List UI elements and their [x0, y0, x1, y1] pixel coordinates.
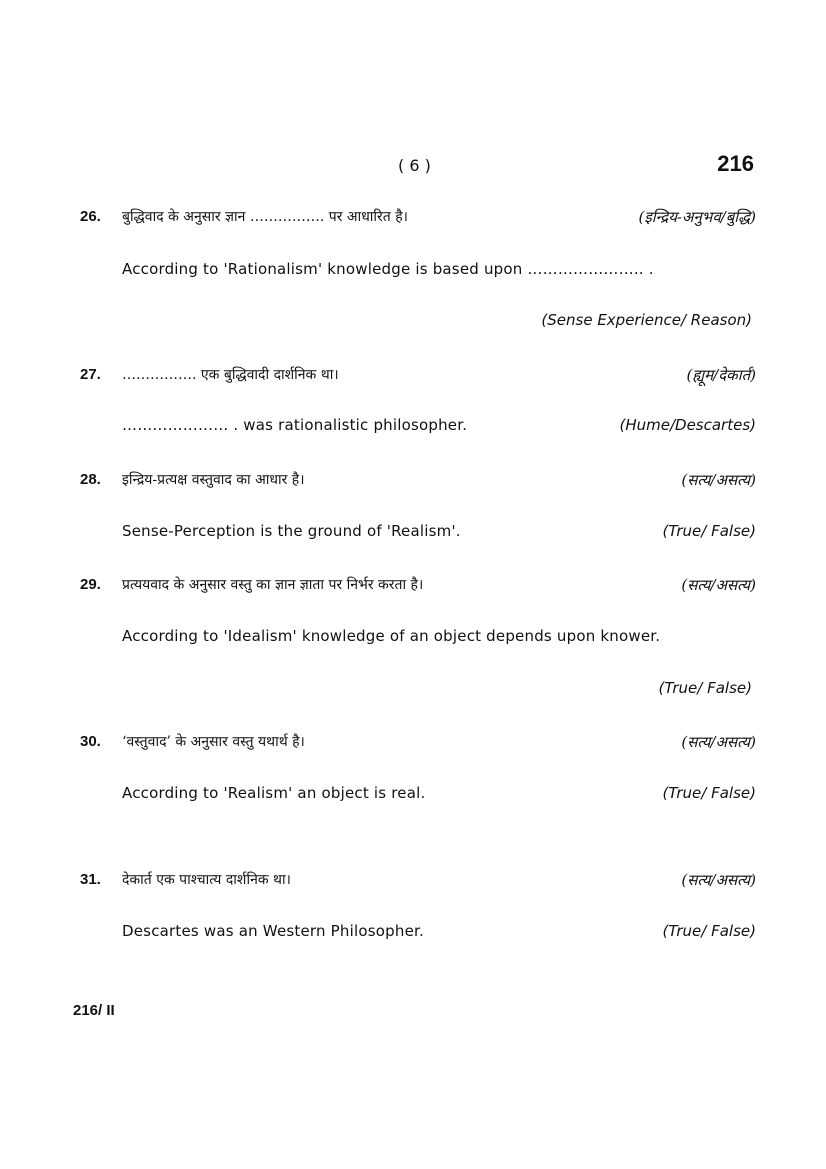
- question-number: 31.: [80, 871, 101, 888]
- question-options-hindi: (सत्य/असत्य): [681, 733, 756, 751]
- page-number: ( 6 ): [398, 156, 431, 175]
- question-text-hindi: बुद्धिवाद के अनुसार ज्ञान ……………. पर आधारित है।: [122, 209, 408, 225]
- question-text-english: ………………… . was rationalistic philosopher.: [122, 416, 468, 434]
- question-options-english: (True/ False): [658, 679, 752, 697]
- question-number: 26.: [80, 208, 101, 225]
- question-text-english: According to 'Idealism' knowledge of an object depends upon knower.: [122, 627, 661, 645]
- question-options-english: (True/ False): [662, 784, 756, 802]
- question-options-english: (Hume/Descartes): [619, 416, 756, 434]
- question-number: 27.: [80, 366, 101, 383]
- question-text-hindi: इन्द्रिय-प्रत्यक्ष वस्तुवाद का आधार है।: [122, 472, 305, 488]
- question-number: 28.: [80, 471, 101, 488]
- question-number: 30.: [80, 733, 101, 750]
- question-options-hindi: (सत्य/असत्य): [681, 471, 756, 489]
- question-options-hindi: (सत्य/असत्य): [681, 576, 756, 594]
- question-text-hindi: प्रत्ययवाद के अनुसार वस्तु का ज्ञान ज्ञाता पर निर्भर करता है।: [122, 577, 424, 593]
- question-options-english: (Sense Experience/ Reason): [541, 311, 752, 329]
- question-options-english: (True/ False): [662, 922, 756, 940]
- question-options-hindi: (इन्द्रिय-अनुभव/बुद्धि): [638, 208, 756, 226]
- question-text-english: According to 'Realism' an object is real.: [122, 784, 426, 802]
- question-options-hindi: (ह्यूम/देकार्त): [686, 366, 756, 384]
- question-text-hindi: ‘वस्तुवाद’ के अनुसार वस्तु यथार्थ है।: [122, 734, 305, 750]
- question-text-english: Descartes was an Western Philosopher.: [122, 922, 424, 940]
- question-number: 29.: [80, 576, 101, 593]
- paper-code-header: 216: [717, 151, 754, 176]
- question-text-english: Sense-Perception is the ground of 'Realism'.: [122, 522, 461, 540]
- question-options-hindi: (सत्य/असत्य): [681, 871, 756, 889]
- question-text-hindi: ……………. एक बुद्धिवादी दार्शनिक था।: [122, 367, 339, 383]
- question-text-hindi: देकार्त एक पाश्चात्य दार्शनिक था।: [122, 872, 291, 888]
- question-text-english: According to 'Rationalism' knowledge is based upon ………………….. .: [122, 260, 654, 278]
- paper-code-footer: 216/ II: [73, 1002, 115, 1019]
- question-options-english: (True/ False): [662, 522, 756, 540]
